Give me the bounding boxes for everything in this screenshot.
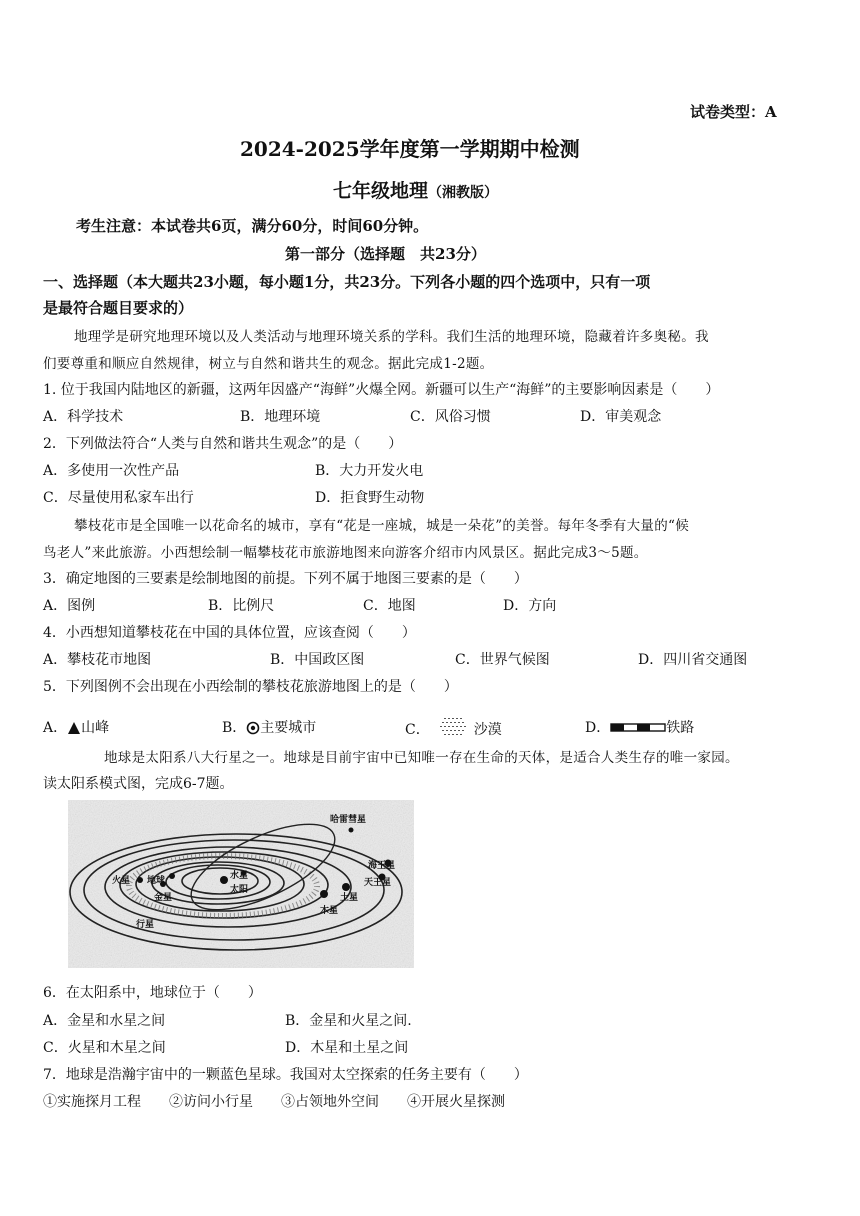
q4-stem: 4．小西想知道攀枝花在中国的具体位置，应该查阅（ ）: [43, 625, 416, 641]
label-sun: 太阳: [230, 885, 249, 895]
q1-option-b: B．地理环境: [240, 409, 321, 425]
passage2-line2: 鸟老人”来此旅游。小西想绘制一幅攀枝花市旅游地图来向游客介绍市内风景区。据此完成3～5题。: [43, 545, 648, 561]
subtitle-edition: （湘教版）: [428, 185, 499, 201]
section1-heading-line2: 是最符合题目要求的）: [43, 299, 194, 317]
jupiter-icon: [320, 890, 328, 898]
q1-stem: 1. 位于我国内陆地区的新疆，这两年因盛产“海鲜”火爆全网。新疆可以生产“海鲜”的主要影响因素是（ ）: [43, 382, 720, 398]
q5-option-b-text: 主要城市: [260, 720, 317, 736]
q2-option-b: B．大力开发火电: [315, 463, 424, 479]
venus-icon: [169, 873, 175, 879]
halley-comet-icon: [349, 828, 354, 833]
mars-icon: [137, 877, 143, 883]
q5-option-d-letter: D．: [585, 720, 611, 736]
page-title: 2024-2025学年度第一学期期中检测: [240, 137, 580, 161]
subtitle: [333, 176, 498, 203]
q2-option-c: C．尽量使用私家车出行: [43, 490, 194, 506]
q1-option-c: C．风俗习惯: [410, 409, 491, 425]
q5-option-d: [585, 717, 694, 737]
solar-system-diagram: [68, 800, 414, 968]
part1-heading: 第一部分（选择题 共23分）: [285, 245, 486, 263]
q1-option-d: D．审美观念: [580, 409, 662, 425]
desert-icon: [430, 717, 474, 743]
q2-option-a: A．多使用一次性产品: [43, 463, 180, 479]
q4-option-d: D．四川省交通图: [638, 652, 748, 668]
q5-option-a-text: 山峰: [81, 720, 110, 736]
section1-heading-line1: 一、选择题（本大题共23小题，每小题1分，共23分。下列各小题的四个选项中，只有一项: [43, 273, 651, 291]
q5-option-b: [222, 717, 316, 737]
q2-option-d: D．拒食野生动物: [315, 490, 425, 506]
q5-option-a-letter: A．: [43, 720, 68, 736]
q3-option-d: D．方向: [503, 598, 557, 614]
q5-option-c-text: 沙漠: [473, 722, 502, 738]
label-mars: 火星: [112, 876, 131, 886]
mountain-peak-icon: [67, 721, 81, 735]
q7-options: ①实施探月工程 ②访问小行星 ③占领地外空间 ④开展火星探测: [43, 1094, 505, 1110]
label-mercury: 水星: [230, 871, 249, 881]
q2-stem: 2．下列做法符合“人类与自然和谐共生观念”的是（ ）: [43, 436, 403, 452]
q6-option-a: A．金星和水星之间: [43, 1013, 166, 1029]
q5-stem: 5．下列图例不会出现在小西绘制的攀枝花旅游地图上的是（ ）: [43, 679, 458, 695]
q6-option-c: C．火星和木星之间: [43, 1040, 166, 1056]
q5-option-c-letter: C．: [405, 722, 430, 738]
q6-stem: 6．在太阳系中，地球位于（ ）: [43, 985, 262, 1001]
label-halley: 哈雷彗星: [330, 815, 367, 825]
q5-option-b-letter: B．: [222, 720, 247, 736]
label-jupiter: 木星: [320, 906, 339, 916]
passage1-line1: 地理学是研究地理环境以及人类活动与地理环境关系的学科。我们生活的地理环境，隐藏着许多奥秘。我: [74, 329, 709, 345]
q1-option-a: A．科学技术: [43, 409, 124, 425]
saturn-icon: [342, 883, 350, 891]
paper-type: 试卷类型：A: [690, 103, 777, 121]
notice: 考生注意：本试卷共6页，满分60分，时间60分钟。: [76, 217, 429, 235]
label-saturn: 土星: [340, 893, 359, 903]
q4-option-b: B．中国政区图: [270, 652, 365, 668]
label-asteroid: 行星: [136, 920, 155, 930]
subtitle-main: 七年级地理: [333, 180, 429, 202]
q6-option-d: D．木星和土星之间: [285, 1040, 409, 1056]
q7-stem: 7．地球是浩瀚宇宙中的一颗蓝色星球。我国对太空探索的任务主要有（ ）: [43, 1067, 528, 1083]
q4-option-a: A．攀枝花市地图: [43, 652, 152, 668]
q5-option-d-text: 铁路: [666, 720, 695, 736]
q5-option-a: [43, 717, 109, 737]
label-earth: 地球: [147, 876, 166, 886]
q3-option-c: C．地图: [363, 598, 416, 614]
q4-option-c: C．世界气候图: [455, 652, 550, 668]
major-city-icon: [246, 721, 260, 735]
q3-option-b: B．比例尺: [208, 598, 275, 614]
q5-option-c: [405, 717, 502, 743]
passage3-line2: 读太阳系模式图，完成6-7题。: [43, 776, 234, 792]
sun-icon: [220, 876, 228, 884]
q3-option-a: A．图例: [43, 598, 96, 614]
passage1-line2: 们要尊重和顺应自然规律，树立与自然和谐共生的观念。据此完成1-2题。: [43, 356, 494, 372]
passage3-line1: 地球是太阳系八大行星之一。地球是目前宇宙中已知唯一存在生命的天体，是适合人类生存的唯一家园。: [104, 750, 739, 766]
q3-stem: 3．确定地图的三要素是绘制地图的前提。下列不属于地图三要素的是（ ）: [43, 571, 528, 587]
label-venus: 金星: [154, 893, 173, 903]
label-neptune: 海王星: [368, 861, 396, 871]
q6-option-b: B．金星和火星之间.: [285, 1013, 412, 1029]
railway-icon: [610, 723, 666, 733]
label-uranus: 天王星: [364, 878, 392, 888]
passage2-line1: 攀枝花市是全国唯一以花命名的城市，享有“花是一座城，城是一朵花”的美誉。每年冬季有大量的“候: [74, 518, 690, 534]
